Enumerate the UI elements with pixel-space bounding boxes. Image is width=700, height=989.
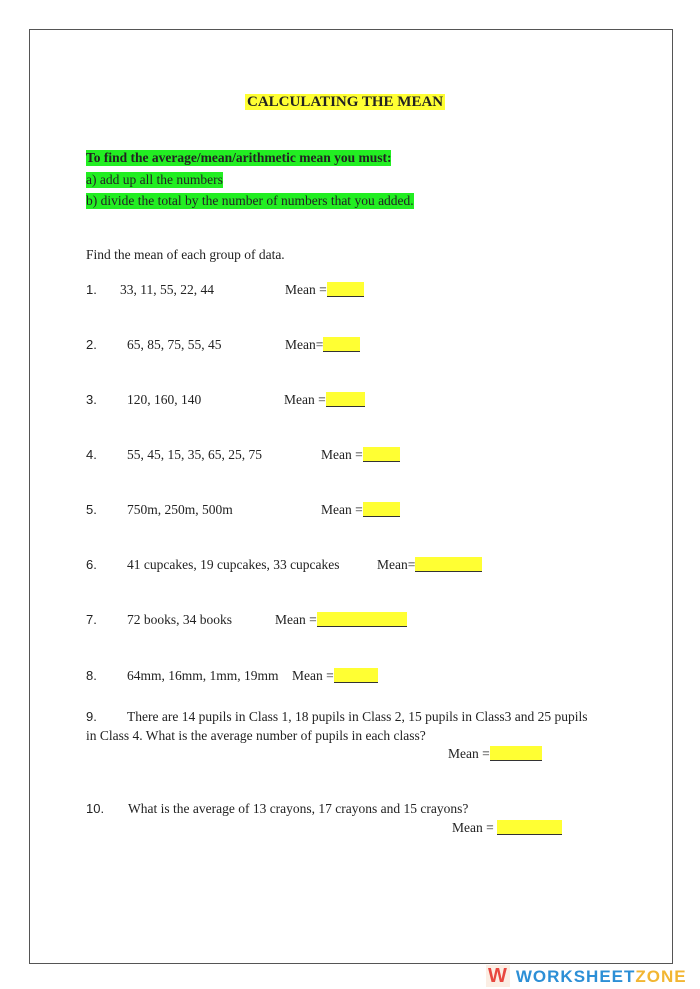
mean-label: Mean=	[285, 337, 324, 352]
q6-data: 41 cupcakes, 19 cupcakes, 33 cupcakes	[127, 557, 340, 572]
q10-answer	[452, 820, 562, 836]
page-border	[29, 29, 673, 964]
q5-number: 5.	[86, 502, 97, 517]
answer-blank[interactable]	[363, 502, 400, 517]
mean-label: Mean=	[377, 557, 416, 572]
q2-number: 2.	[86, 337, 97, 352]
q4-data: 55, 45, 15, 35, 65, 25, 75	[127, 447, 262, 462]
answer-blank[interactable]	[317, 612, 407, 627]
logo-w-icon: W	[488, 965, 508, 987]
q7-number: 7.	[86, 612, 97, 627]
q8-number: 8.	[86, 668, 97, 683]
mean-label: Mean =	[452, 820, 494, 835]
instruction-step-a: a) add up all the numbers	[86, 172, 223, 187]
answer-blank[interactable]	[326, 392, 365, 407]
q1-number: 1.	[86, 282, 97, 297]
q5-data: 750m, 250m, 500m	[127, 502, 233, 517]
q1-data: 33, 11, 55, 22, 44	[120, 282, 214, 297]
worksheetzone-logo: W WORKSHEETZONE	[488, 965, 687, 987]
q7-data: 72 books, 34 books	[127, 612, 233, 627]
answer-blank[interactable]	[490, 746, 542, 761]
q8-data: 64mm, 16mm, 1mm, 19mm	[127, 668, 279, 683]
answer-blank[interactable]	[327, 282, 364, 297]
q3-data: 120, 160, 140	[127, 392, 202, 407]
mean-label: Mean =	[275, 612, 317, 627]
mean-label: Mean =	[321, 502, 363, 517]
q3-answer	[284, 392, 365, 408]
q9-number: 9.	[86, 709, 97, 724]
answer-blank[interactable]	[497, 820, 562, 835]
q9-text-cont: in Class 4. What is the average number of pupils in each class?	[86, 728, 426, 743]
mean-label: Mean =	[321, 447, 363, 462]
answer-blank[interactable]	[415, 557, 482, 572]
q2-data: 65, 85, 75, 55, 45	[127, 337, 222, 352]
q9-answer	[448, 746, 542, 762]
worksheet-title: CALCULATING THE MEAN	[247, 94, 444, 110]
q9-text: There are 14 pupils in Class 1, 18 pupils in Class 2, 15 pupils in Class3 and 25 pupils	[127, 709, 588, 724]
answer-blank[interactable]	[363, 447, 400, 462]
instruction-step-b: b) divide the total by the number of numbers that you added.	[86, 193, 414, 208]
q4-answer	[321, 447, 400, 463]
q3-number: 3.	[86, 392, 97, 407]
q4-number: 4.	[86, 447, 97, 462]
prompt: Find the mean of each group of data.	[86, 247, 285, 262]
instruction-heading: To find the average/mean/arithmetic mean you must:	[86, 150, 392, 165]
mean-label: Mean =	[285, 282, 327, 297]
q7-answer	[275, 612, 407, 628]
q10-number: 10.	[86, 801, 105, 816]
mean-label: Mean =	[448, 746, 490, 761]
mean-label: Mean =	[292, 668, 334, 683]
q1-answer	[285, 282, 364, 298]
q6-answer	[377, 557, 482, 573]
mean-label: Mean =	[284, 392, 326, 407]
q8-answer	[292, 668, 378, 684]
q10-text: What is the average of 13 crayons, 17 crayons and 15 crayons?	[128, 801, 469, 816]
q2-answer	[285, 337, 360, 353]
q6-number: 6.	[86, 557, 97, 572]
q5-answer	[321, 502, 400, 518]
answer-blank[interactable]	[334, 668, 378, 683]
answer-blank[interactable]	[323, 337, 360, 352]
